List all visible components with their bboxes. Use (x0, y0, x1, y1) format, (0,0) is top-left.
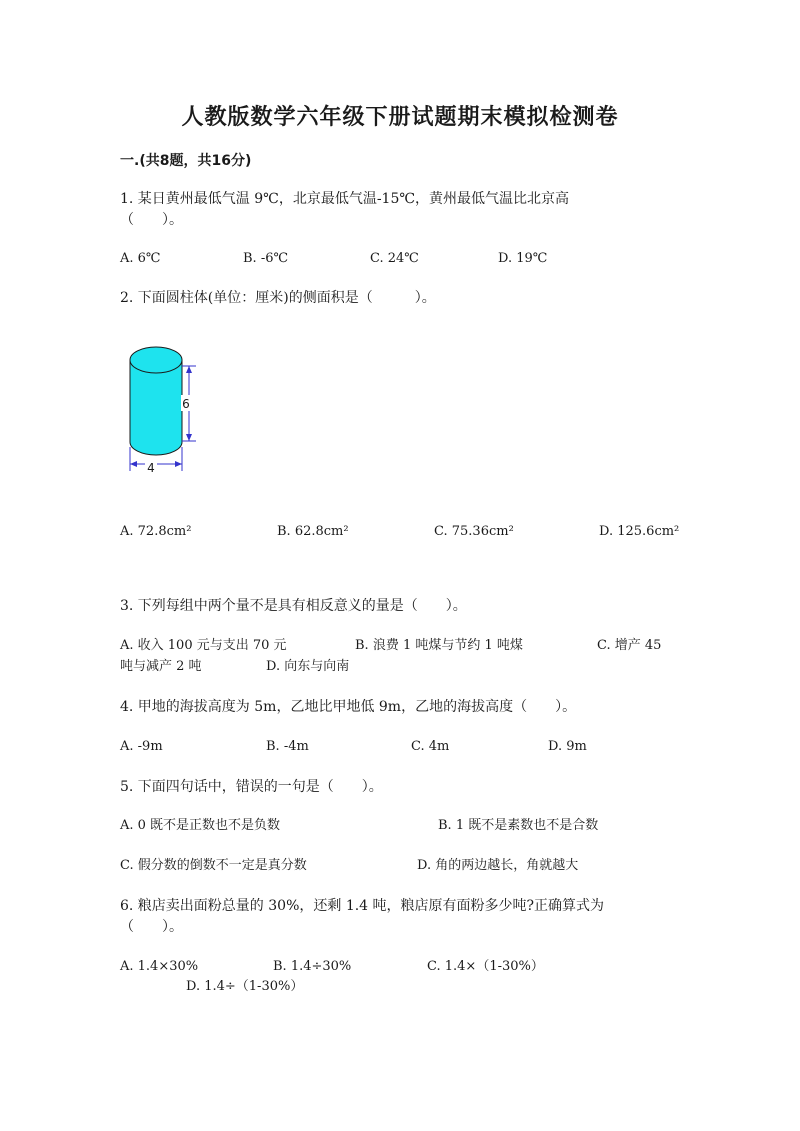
question-5-option-b: B. 1 既不是素数也不是合数 (438, 818, 599, 833)
question-5-option-c: C. 假分数的倒数不一定是真分数 (120, 858, 307, 873)
question-5-option-a: A. 0 既不是正数也不是负数 (120, 818, 281, 833)
question-1-option-b: B. -6℃ (243, 251, 289, 266)
question-6-text: 6. 粮店卖出面粉总量的 30%，还剩 1.4 吨，粮店原有面粉多少吨?正确算式为 (120, 898, 605, 914)
question-5-option-d: D. 角的两边越长，角就越大 (417, 858, 579, 873)
question-3-text: 3. 下列每组中两个量不是具有相反意义的量是（ ）。 (120, 598, 467, 614)
question-2-option-d: D. 125.6cm² (599, 524, 680, 539)
cylinder-top (130, 347, 182, 373)
question-4-option-a: A. -9m (120, 739, 163, 754)
question-6-option-a: A. 1.4×30% (120, 959, 199, 974)
question-2-option-b: B. 62.8cm² (277, 524, 349, 539)
question-6-blank: （ ）。 (120, 919, 183, 935)
question-3-option-a: A. 收入 100 元与支出 70 元 (120, 638, 287, 653)
question-4-text: 4. 甲地的海拔高度为 5m，乙地比甲地低 9m，乙地的海拔高度（ ）。 (120, 699, 577, 715)
cylinder-figure (118, 335, 218, 480)
question-1-option-a: A. 6℃ (120, 251, 161, 266)
question-6-option-d: D. 1.4÷（1-30%） (186, 979, 304, 994)
question-1-blank: （ ）。 (120, 212, 183, 228)
question-4-option-d: D. 9m (548, 739, 587, 754)
cylinder-body (130, 360, 182, 455)
height-label: 6 (182, 397, 190, 411)
question-2-option-c: C. 75.36cm² (434, 524, 514, 539)
page-title: 人教版数学六年级下册试题期末模拟检测卷 (181, 105, 619, 130)
section-heading: 一.(共8题，共16分) (120, 153, 252, 169)
question-4-option-c: C. 4m (411, 739, 450, 754)
question-3-option-c-continued: 吨与减产 2 吨 (120, 659, 202, 674)
question-1-option-c: C. 24℃ (370, 251, 419, 266)
question-5-text: 5. 下面四句话中，错误的一句是（ ）。 (120, 779, 383, 795)
question-3-option-b: B. 浪费 1 吨煤与节约 1 吨煤 (355, 638, 523, 653)
question-3-option-c: C. 增产 45 (597, 638, 662, 653)
diameter-label: 4 (147, 461, 155, 475)
question-6-option-c: C. 1.4×（1-30%） (427, 959, 544, 974)
question-6-option-b: B. 1.4÷30% (273, 959, 352, 974)
question-2-text: 2. 下面圆柱体(单位：厘米)的侧面积是（ ）。 (120, 290, 436, 306)
question-4-option-b: B. -4m (266, 739, 309, 754)
question-2-option-a: A. 72.8cm² (120, 524, 192, 539)
question-3-option-d: D. 向东与向南 (266, 659, 350, 674)
question-1-option-d: D. 19℃ (498, 251, 548, 266)
question-1-text: 1. 某日黄州最低气温 9℃，北京最低气温-15℃，黄州最低气温比北京高 (120, 191, 570, 207)
